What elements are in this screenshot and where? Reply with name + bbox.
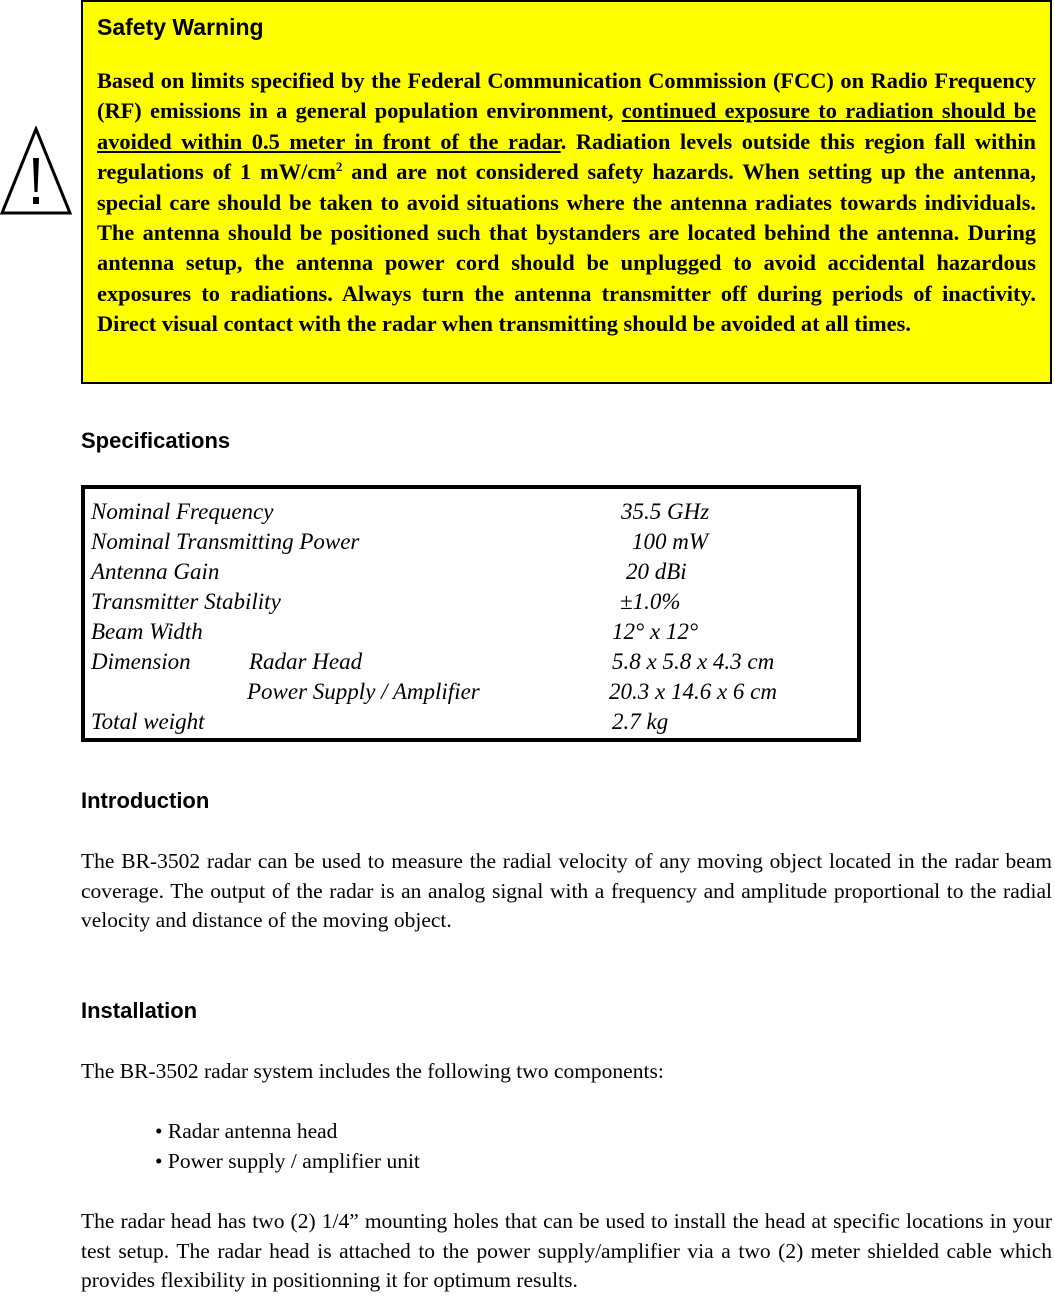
component-list-item: • Radar antenna head [155, 1119, 338, 1143]
spec-value: ±1.0% [620, 589, 681, 614]
spec-row [85, 677, 857, 707]
safety-warning-underlined: continued exposure to radiation should be avoided within 0.5 meter in front of the radar [97, 98, 1037, 154]
spec-value: 2.7 kg [612, 709, 669, 734]
installation-text: The radar head has two (2) 1/4” mounting holes that can be used to install the head at specific locations in your test setup. The radar head is attached to the power supply/amplifier via a two (2) meter shielded cable which provides flexibility in positionning it for optimum results. [81, 1209, 1052, 1292]
warning-triangle-icon [0, 126, 72, 216]
spec-value: 100 mW [632, 529, 709, 554]
spec-row [85, 557, 857, 587]
spec-value: 5.8 x 5.8 x 4.3 cm [612, 649, 775, 674]
safety-warning-text-part1: Based on limits specified by the Federal Communication Commission (FCC) on Radio Frequency (RF) emissions in a general population environment, [97, 68, 1036, 124]
spec-sublabel: Power Supply / Amplifier [247, 679, 480, 704]
spec-row [85, 527, 857, 557]
safety-warning-text [97, 66, 1036, 340]
specifications-table [81, 485, 861, 742]
safety-warning-text-part3: and are not considered safety hazards. When setting up the antenna, special care should be taken to avoid situations where the antenna radiates towards individuals. The antenna should be positioned such that bystanders are located behind the antenna. During antenna setup, the antenna power cord should be unplugged to avoid accidental hazardous exposures to radiations. Always turn the antenna transmitter off during periods of inactivity. Direct visual contact with the radar when transmitting should be avoided at all times. [97, 159, 1036, 337]
spec-row [85, 497, 857, 527]
safety-warning-superscript: 2 [335, 159, 343, 175]
spec-row [85, 707, 857, 737]
spec-value: 35.5 GHz [621, 499, 710, 524]
spec-row [85, 587, 857, 617]
installation-intro: The BR-3502 radar system includes the following two components: [81, 1059, 664, 1083]
spec-label: Beam Width [91, 619, 203, 644]
spec-label: Transmitter Stability [91, 589, 281, 614]
spec-label: Nominal Frequency [91, 499, 274, 524]
safety-warning-text-part2: . Radiation levels outside this region fall within regulations of 1 mW/cm [97, 128, 1036, 185]
introduction-heading: Introduction [81, 788, 210, 813]
spec-row [85, 617, 857, 647]
spec-label: Dimension [91, 649, 191, 674]
introduction-text: The BR-3502 radar can be used to measure the radial velocity of any moving object located in the radar beam coverage. The output of the radar is an analog signal with a frequency and amplitude proportional to the radial velocity and distance of the moving object. [81, 849, 1052, 932]
safety-warning-box [81, 0, 1052, 384]
spec-row [85, 647, 857, 677]
spec-value: 20.3 x 14.6 x 6 cm [609, 679, 777, 704]
specifications-heading: Specifications [81, 428, 231, 453]
installation-heading: Installation [81, 998, 198, 1023]
spec-value: 12° x 12° [612, 619, 699, 644]
spec-value: 20 dBi [626, 559, 687, 584]
component-list-item: • Power supply / amplifier unit [155, 1149, 420, 1173]
spec-label: Total weight [91, 709, 205, 734]
spec-label: Antenna Gain [91, 559, 220, 584]
safety-warning-title: Safety Warning [97, 14, 264, 40]
spec-sublabel: Radar Head [249, 649, 363, 674]
spec-label: Nominal Transmitting Power [91, 529, 360, 554]
